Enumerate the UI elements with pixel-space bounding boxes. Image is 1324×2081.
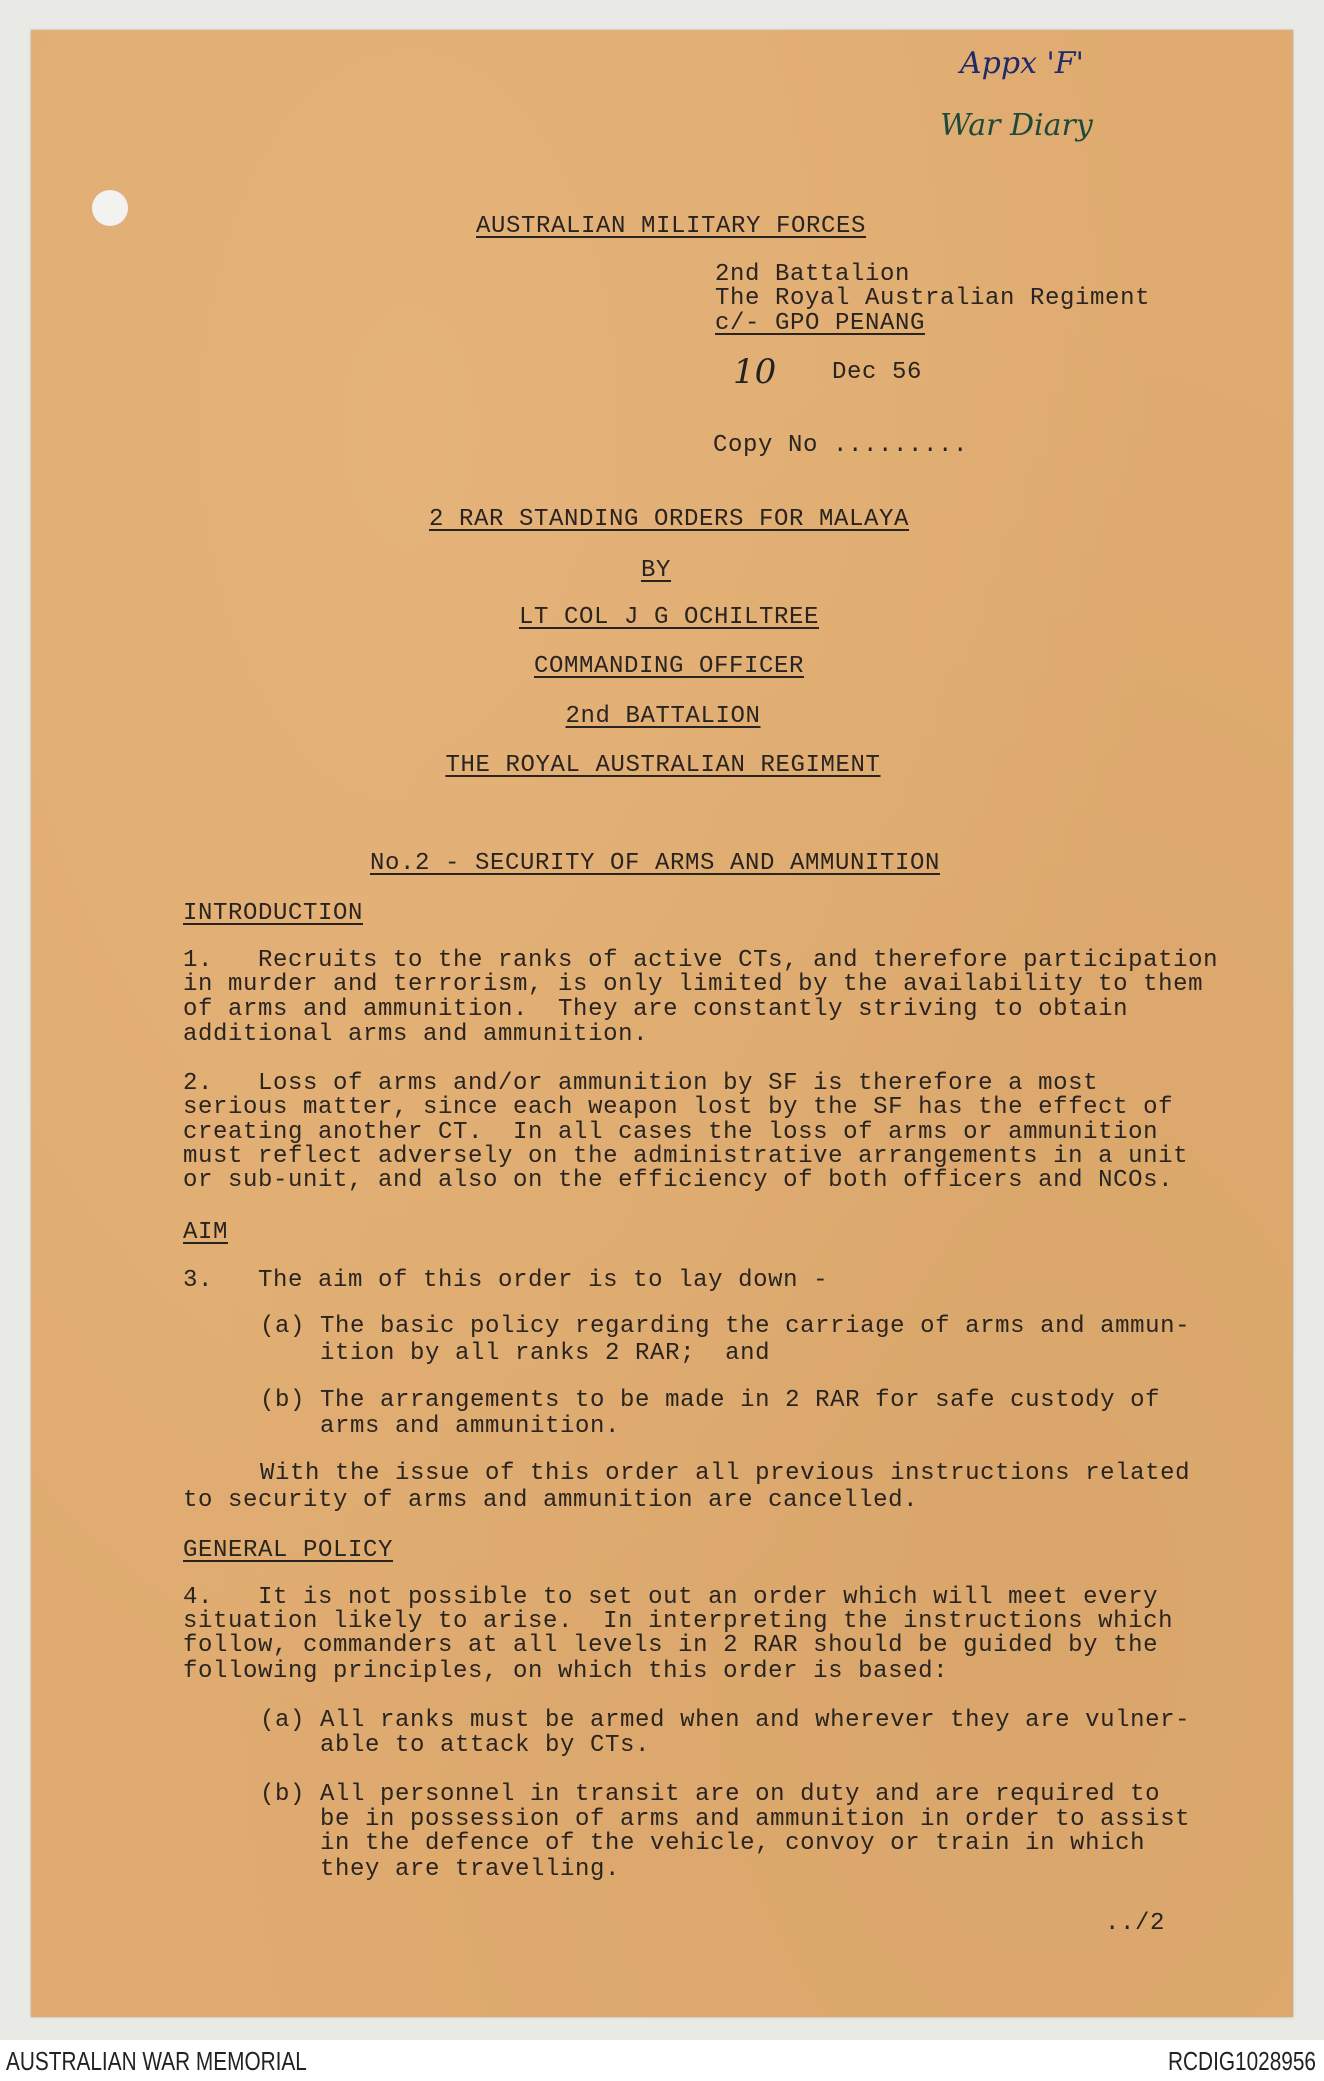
para-line: (a) All ranks must be armed when and wherever they are vulner-	[260, 1707, 1191, 1734]
para-line: to security of arms and ammunition are cancelled.	[183, 1487, 919, 1514]
section-heading-introduction: INTRODUCTION	[183, 900, 364, 927]
title-line: THE ROYAL AUSTRALIAN REGIMENT	[445, 752, 881, 779]
para-line: situation likely to arise. In interpreting the instructions which	[183, 1608, 1174, 1635]
para-line: be in possession of arms and ammunition in order to assist	[260, 1806, 1191, 1833]
para-line: arms and ammunition.	[260, 1413, 621, 1440]
para-line: following principles, on which this order is based:	[183, 1658, 949, 1685]
title-line: BY	[640, 557, 672, 584]
para-line: ition by all ranks 2 RAR; and	[260, 1340, 771, 1367]
para-line: 1. Recruits to the ranks of active CTs, and therefore participation	[183, 947, 1219, 974]
para-line: or sub-unit, and also on the efficiency of both officers and NCOs.	[183, 1167, 1174, 1194]
para-line: additional arms and ammunition.	[183, 1021, 649, 1048]
footer-record-id: RCDIG1028956	[1168, 2046, 1316, 2076]
address-line: c/- GPO PENANG	[715, 310, 926, 337]
handwritten-appendix: Appx 'F'	[960, 46, 1084, 81]
para-line: able to attack by CTs.	[260, 1732, 651, 1759]
para-line: must reflect adversely on the administrative arrangements in a unit	[183, 1143, 1189, 1170]
title-line: COMMANDING OFFICER	[533, 653, 805, 680]
handwritten-day: 10	[733, 352, 777, 392]
para-line: 3. The aim of this order is to lay down -	[183, 1267, 829, 1294]
para-line: in murder and terrorism, is only limited by the availability to them	[183, 971, 1204, 998]
handwritten-war-diary: War Diary	[940, 108, 1093, 143]
address-line: The Royal Australian Regiment	[715, 285, 1151, 312]
para-line: (a) The basic policy regarding the carriage of arms and ammun-	[260, 1313, 1191, 1340]
address-line: 2nd Battalion	[715, 261, 911, 288]
para-line: in the defence of the vehicle, convoy or train in which	[260, 1830, 1146, 1857]
title-line: LT COL J G OCHILTREE	[518, 604, 820, 631]
continued-page-marker: ../2	[1105, 1910, 1166, 1937]
para-line: 4. It is not possible to set out an order which will meet every	[183, 1584, 1159, 1611]
title-line: 2 RAR STANDING ORDERS FOR MALAYA	[428, 506, 910, 533]
para-line: (b) The arrangements to be made in 2 RAR for safe custody of	[260, 1387, 1161, 1414]
section-heading-general-policy: GENERAL POLICY	[183, 1537, 394, 1564]
para-line: (b) All personnel in transit are on duty and are required to	[260, 1781, 1161, 1808]
para-line: follow, commanders at all levels in 2 RAR should be guided by the	[183, 1632, 1159, 1659]
org-heading: AUSTRALIAN MILITARY FORCES	[476, 213, 867, 240]
footer-institution: AUSTRALIAN WAR MEMORIAL	[6, 2046, 307, 2076]
para-line: they are travelling.	[260, 1856, 621, 1883]
para-line: With the issue of this order all previous instructions related	[200, 1460, 1191, 1487]
copy-number: Copy No .........	[713, 432, 969, 459]
title-line: 2nd BATTALION	[565, 703, 761, 730]
para-line: serious matter, since each weapon lost by the SF has the effect of	[183, 1094, 1174, 1121]
date: Dec 56	[832, 359, 923, 386]
para-line: creating another CT. In all cases the loss of arms or ammunition	[183, 1119, 1159, 1146]
punch-hole	[92, 190, 128, 226]
para-line: 2. Loss of arms and/or ammunition by SF is therefore a most	[183, 1070, 1099, 1097]
subject-heading: No.2 - SECURITY OF ARMS AND AMMUNITION	[369, 850, 941, 877]
section-heading-aim: AIM	[183, 1219, 229, 1246]
para-line: of arms and ammunition. They are constantly striving to obtain	[183, 996, 1129, 1023]
